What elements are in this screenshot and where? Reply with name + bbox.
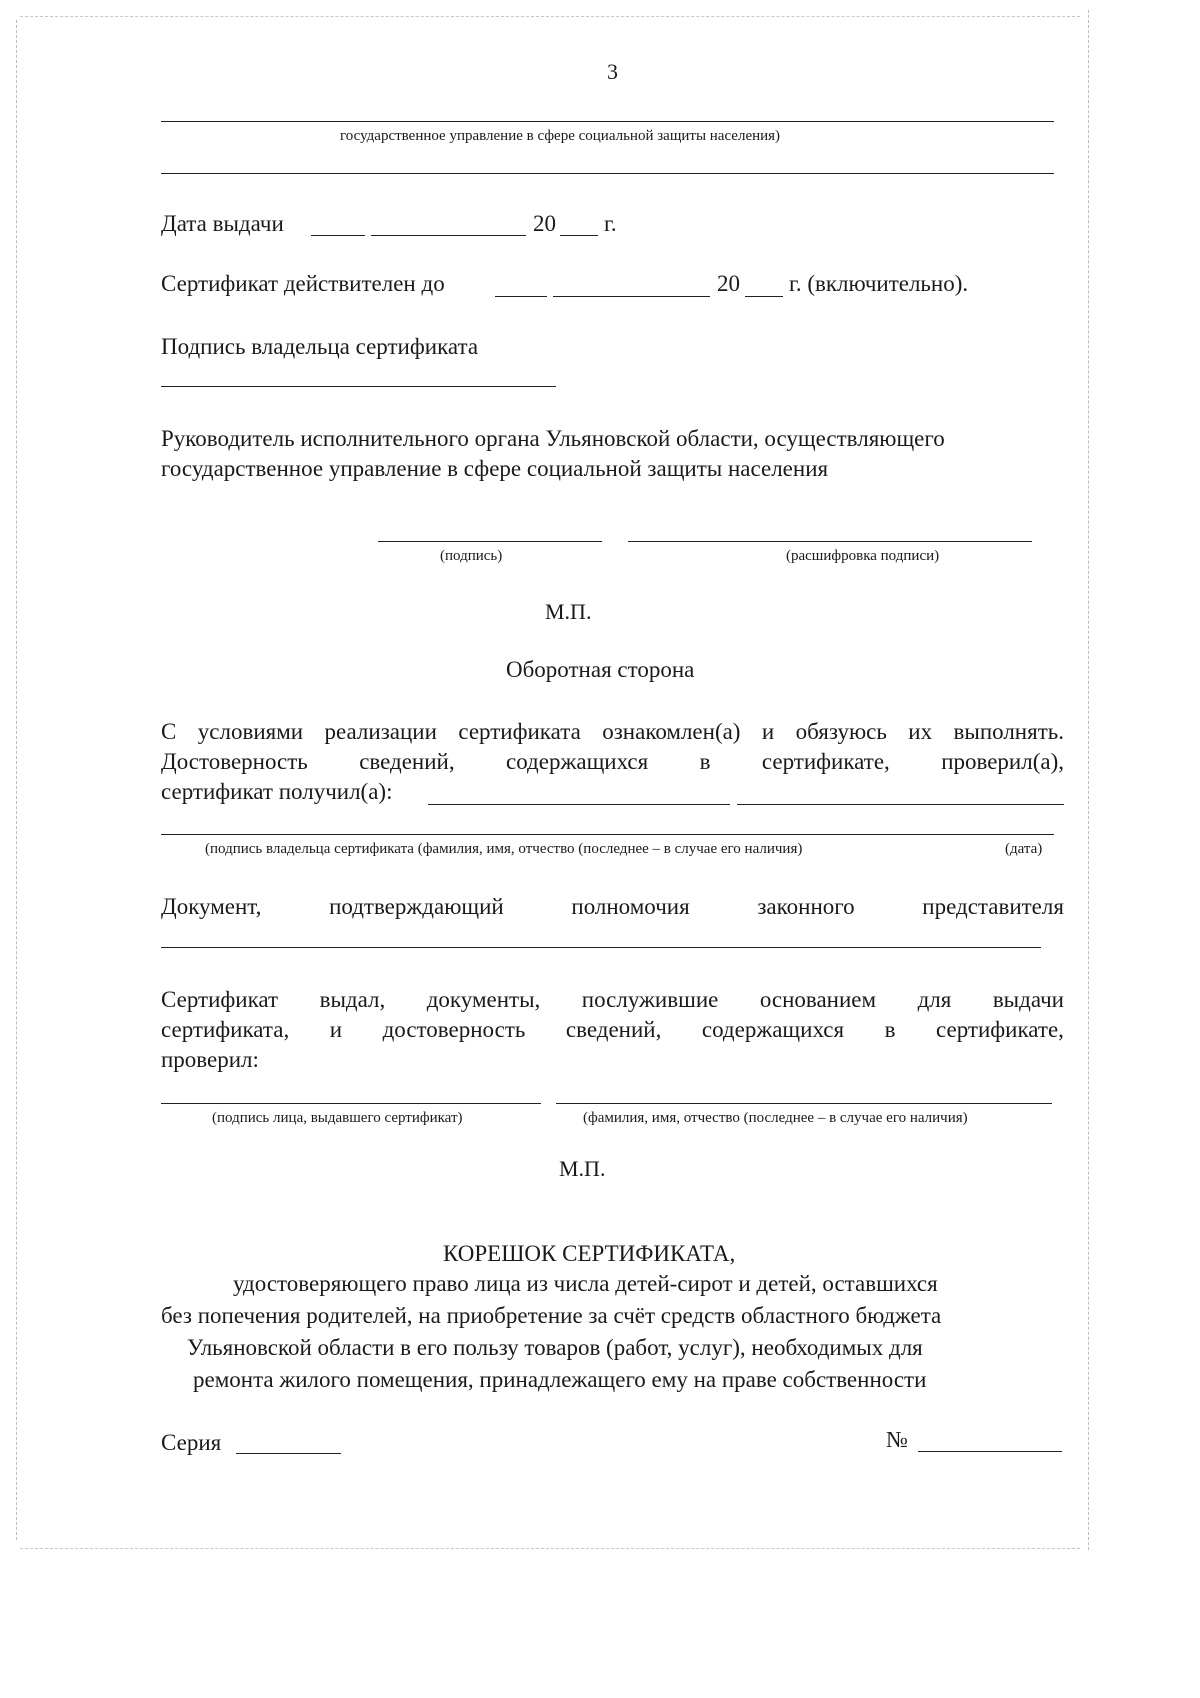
owner-fullname-caption: (подпись владельца сертификата (фамилия, имя, отчество (последнее – в случае его наличия) <box>205 841 803 857</box>
stub-text-line3: Ульяновской области в его пользу товаров (работ, услуг), необходимых для <box>187 1335 923 1360</box>
valid-day-field <box>495 296 547 297</box>
issue-year-suffix: г. <box>604 211 617 236</box>
word: послужившие <box>581 987 719 1012</box>
page-number: 3 <box>607 59 618 84</box>
received-date-field <box>737 804 1064 805</box>
word: сертификате, <box>936 1017 1064 1042</box>
reverse-text-line2 <box>161 748 1064 776</box>
head-text-line2: государственное управление в сфере социальной защиты населения <box>161 456 829 481</box>
series-label: Серия <box>161 1430 222 1455</box>
word: сертификата, <box>161 1017 290 1042</box>
word: выдал, <box>319 987 386 1012</box>
stub-text-line4: ремонта жилого помещения, принадлежащего ему на праве собственности <box>193 1367 927 1392</box>
issue-date-label: Дата выдачи <box>161 211 284 236</box>
word: в <box>884 1017 896 1042</box>
head-signature-caption: (подпись) <box>440 548 503 564</box>
valid-until-suffix: г. (включительно). <box>789 271 969 296</box>
valid-year-field <box>745 296 783 297</box>
word: выдачи <box>992 987 1064 1012</box>
word: полномочия <box>571 894 690 919</box>
issuer-signature-field <box>161 1103 541 1104</box>
head-text-line1: Руководитель исполнительного органа Ульяновской области, осуществляющего <box>161 426 945 451</box>
head-decode-field <box>628 541 1032 542</box>
word: и <box>329 1017 343 1042</box>
owner-fullname-field <box>161 834 1054 835</box>
word: законного <box>757 894 855 919</box>
representative-doc-field <box>161 947 1041 948</box>
owner-signature-label: Подпись владельца сертификата <box>161 334 479 359</box>
word: содержащихся <box>506 749 649 774</box>
valid-until-label: Сертификат действителен до <box>161 271 445 296</box>
scan-border-top <box>20 16 1080 17</box>
issue-day-field <box>311 235 365 236</box>
stub-text-line1: удостоверяющего право лица из числа детей-сирот и детей, оставшихся <box>233 1271 938 1296</box>
header-bottom-line <box>161 173 1054 174</box>
word: сведений, <box>359 749 455 774</box>
number-field <box>918 1451 1062 1452</box>
stub-text-line2: без попечения родителей, на приобретение за счёт средств областного бюджета <box>161 1303 942 1328</box>
word: Сертификат <box>161 987 279 1012</box>
stub-title: КОРЕШОК СЕРТИФИКАТА, <box>443 1241 736 1266</box>
word: основанием <box>759 987 877 1012</box>
received-signature-field <box>428 804 730 805</box>
header-top-line <box>161 121 1054 122</box>
word: сведений, <box>565 1017 662 1042</box>
issuer-name-field <box>556 1103 1052 1104</box>
word: представителя <box>922 894 1064 919</box>
word: подтверждающий <box>329 894 504 919</box>
issue-year-prefix: 20 <box>533 211 556 236</box>
seal-mark-1: М.П. <box>545 599 592 624</box>
issuer-text-line2 <box>161 1016 1064 1044</box>
scan-border-left <box>16 20 17 1540</box>
scan-border-bottom <box>20 1548 1080 1549</box>
valid-month-field <box>553 296 710 297</box>
reverse-text-line3: сертификат получил(а): <box>161 779 393 804</box>
issuer-text-line3: проверил: <box>161 1047 259 1072</box>
issuer-text-line1 <box>161 986 1064 1014</box>
issue-year-field <box>560 235 598 236</box>
head-decode-caption: (расшифровка подписи) <box>786 548 940 564</box>
reverse-title: Оборотная сторона <box>506 657 695 682</box>
word: Документ, <box>161 894 262 919</box>
issuer-signature-caption: (подпись лица, выдавшего сертификат) <box>212 1110 463 1126</box>
head-signature-field <box>378 541 602 542</box>
scan-border-right <box>1088 10 1089 1550</box>
representative-doc-line <box>161 893 1064 921</box>
word: сертификате, <box>761 749 890 774</box>
issue-month-field <box>371 235 526 236</box>
reverse-text-line1: С условиями реализации сертификата ознакомлен(а) и обязуюсь их выполнять. <box>161 719 1064 744</box>
valid-year-prefix: 20 <box>717 271 740 296</box>
word: содержащихся <box>701 1017 845 1042</box>
word: проверил(а), <box>941 749 1064 774</box>
word: для <box>917 987 952 1012</box>
number-label: № <box>886 1427 908 1452</box>
header-caption: государственное управление в сфере социальной защиты населения) <box>340 128 781 144</box>
word: Достоверность <box>161 749 308 774</box>
word: документы, <box>426 987 541 1012</box>
owner-date-caption: (дата) <box>1005 841 1043 857</box>
word: достоверность <box>382 1017 526 1042</box>
owner-signature-field <box>161 386 556 387</box>
seal-mark-2: М.П. <box>559 1156 606 1181</box>
issuer-name-caption: (фамилия, имя, отчество (последнее – в случае его наличия) <box>583 1110 968 1126</box>
series-field <box>236 1453 341 1454</box>
word: в <box>699 749 711 774</box>
